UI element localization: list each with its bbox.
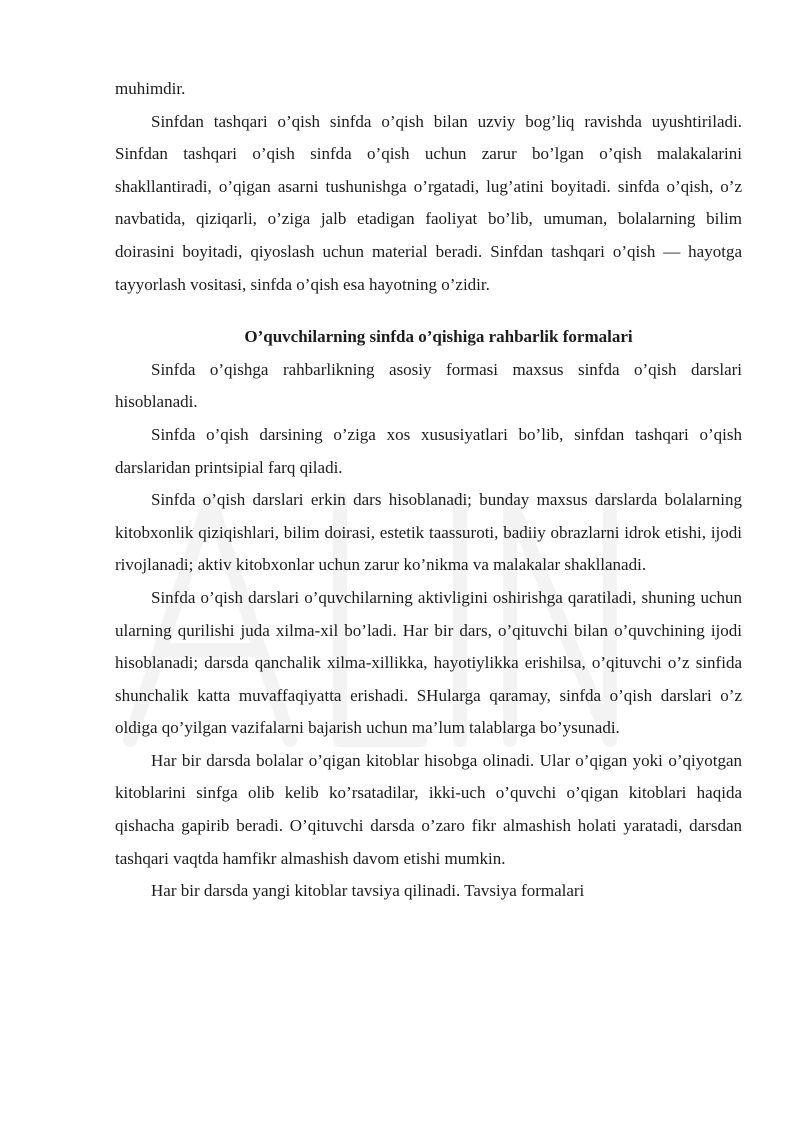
paragraph-continuation: muhimdir. [115,79,186,98]
paragraph: Har bir darsda bolalar o’qigan kitoblar hisobga olinadi. Ular o’qigan yoki o’qiyotgan kitoblarini sinfga olib kelib ko’rsatadilar, ikki-uch o’quvchi o’qigan kitoblari haqida qishacha gapirib beradi. O’qituvchi darsda o’zaro fikr almashish holati yaratadi, darsdan tashqari vaqtda hamfikr almashish davom etishi mumkin. [115,750,742,868]
section-heading: O’quvchilarning sinfda o’qishiga rahbarlik formalari [244,327,633,347]
paragraph: Sinfda o’qish darslari o’quvchilarning aktivligini oshirishga qaratiladi, shuning uchun ularning qurilishi juda xilma-xil bo’ladi. Har bir dars, o’qituvchi bilan o’quvchining ijodi hisoblanadi; darsda qanchalik xilma-xillikka, hayotiylikka erishilsa, o’qituvchi o’z sinfida shunchalik katta muvaffaqiyatta erishadi. SHularga qaramay, sinfda o’qish darslari o’z oldiga qo’yilgan vazifalarni bajarish uchun ma’lum talablarga bo’ysunadi. [115,587,742,738]
paragraph: Sinfda o’qish darsining o’ziga xos xususiyatlari bo’lib, sinfdan tashqari o’qish darslaridan printsipial farq qiladi. [115,424,742,477]
paragraph: Sinfda o’qish darslari erkin dars hisoblanadi; bunday maxsus darslarda bolalarning kitobxonlik qiziqishlari, bilim doirasi, estetik taassuroti, badiiy obrazlarni idrok etishi, ijodi rivojlanadi; aktiv kitobxonlar uchun zarur ko’nikma va malakalar shakllanadi. [115,490,742,575]
paragraph: Sinfdan tashqari o’qish sinfda o’qish bilan uzviy bog’liq ravishda uyushtiriladi. Sinfdan tashqari o’qish sinfda o’qish uchun zarur bo’lgan o’qish malakalarini shakllantiradi, o’qigan asarni tushunishga o’rgatadi, lug’atini boyitadi. sinfda o’qish, o’z navbatida, qiziqarli, o’ziga jalb etadigan faoliyat bo’lib, umuman, bolalarning bilim doirasini boyitadi, qiyoslash uchun material beradi. Sinfdan tashqari o’qish — hayotga tayyorlash vositasi, sinfda o’qish esa hayotning o’zidir. [115,111,742,294]
document-body [115,73,742,908]
paragraph: Har bir darsda yangi kitoblar tavsiya qilinadi. Tavsiya formalari [151,881,585,901]
paragraph: Sinfda o’qishga rahbarlikning asosiy formasi maxsus sinfda o’qish darslari hisoblanadi. [115,359,742,412]
